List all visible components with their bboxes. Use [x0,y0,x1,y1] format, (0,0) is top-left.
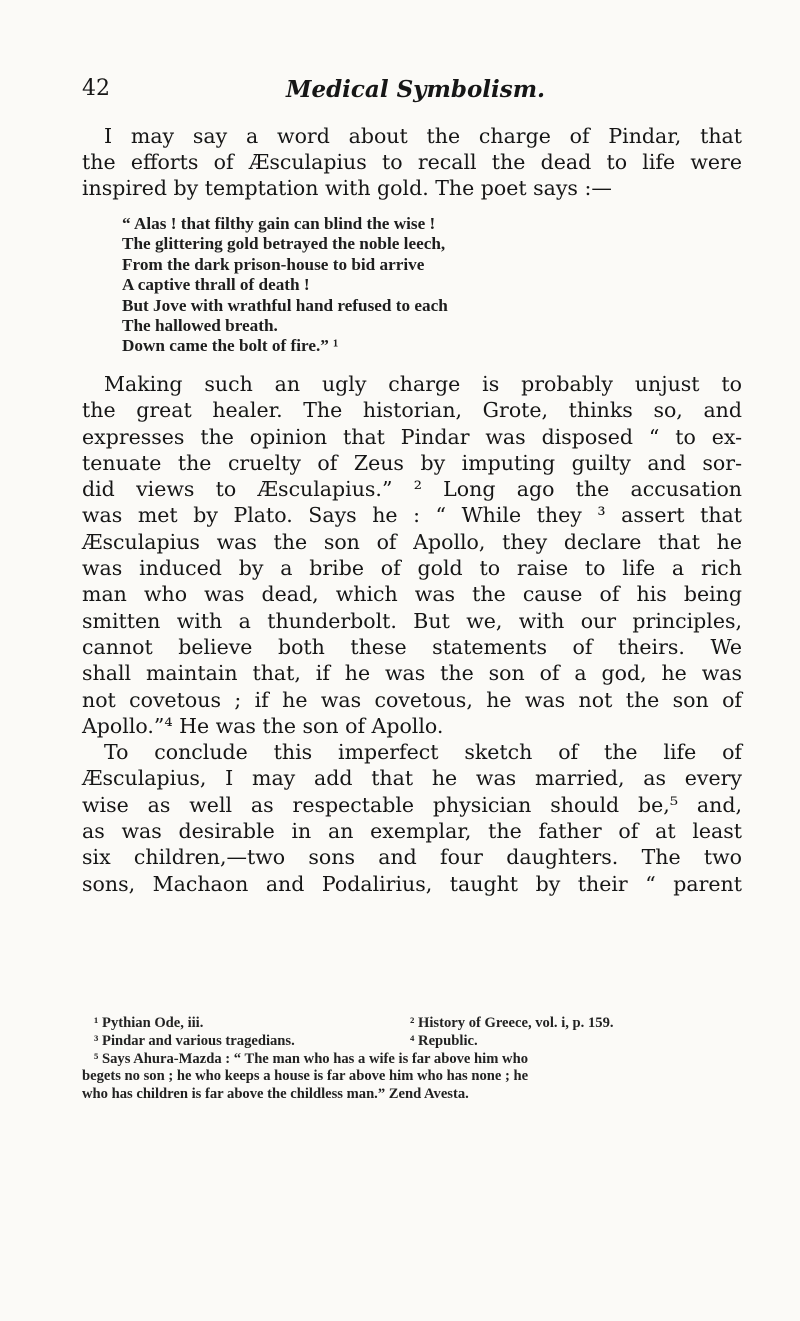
verse-line: But Jove with wrathful hand refused to each [122,295,448,315]
footnote-4: ⁴ Republic. [410,1032,478,1049]
text-line: man who was dead, which was the cause of his being [82,582,742,607]
text-line: the great healer. The historian, Grote, thinks so, and [82,398,742,423]
page-number: 42 [82,76,110,101]
verse-line: A captive thrall of death ! [122,275,310,295]
running-title: Medical Symbolism. [286,76,546,103]
text-line: Apollo.”⁴ He was the son of Apollo. [82,713,444,738]
text-line: I may say a word about the charge of Pindar, that [104,124,742,148]
text-line: inspired by temptation with gold. The poet says :— [82,176,612,201]
text-line: expresses the opinion that Pindar was disposed “ to ex- [82,424,742,449]
text-line: not covetous ; if he was covetous, he was not the son of [82,687,742,712]
footnote-row [82,1033,742,1051]
intro-paragraph [82,123,742,202]
footnote-1: ¹ Pythian Ode, iii. [94,1015,204,1031]
main-paragraphs [82,371,742,897]
footnote-row [82,1015,742,1033]
verse-line: “ Alas ! that filthy gain can blind the wise ! [122,214,436,233]
text-line: cannot believe both these statements of theirs. We [82,634,742,659]
footnote-5-line: who has children is far above the childless man.” Zend Avesta. [82,1086,469,1103]
text-line: Making such an ugly charge is probably unjust to [104,372,742,396]
text-line: shall maintain that, if he was the son of a god, he was [82,661,742,686]
text-line: wise as well as respectable physician should be,⁵ and, [82,792,742,817]
verse-line: From the dark prison-house to bid arrive [122,254,425,274]
text-line: as was desirable in an exemplar, the father of at least [82,819,742,844]
text-line: To conclude this imperfect sketch of the life of [104,740,742,765]
verse-line: The hallowed breath. [122,316,278,336]
text-line: the efforts of Æsculapius to recall the dead to life were [82,150,742,175]
verse-quotation [122,214,682,357]
text-line: six children,—two sons and four daughters. The two [82,845,742,870]
text-line: smitten with a thunderbolt. But we, with our principles, [82,608,742,633]
footnote-3: ³ Pindar and various tragedians. [94,1032,295,1049]
page-header [82,76,742,108]
footnote-5-line: ⁵ Says Ahura-Mazda : “ The man who has a wife is far above him who [94,1050,528,1067]
text-line: Æsculapius was the son of Apollo, they declare that he [82,529,742,554]
footnotes [82,1015,742,1104]
text-line: Æsculapius, I may add that he was married, as every [82,766,742,791]
verse-line: The glittering gold betrayed the noble leech, [122,234,446,254]
footnote-5-line: begets no son ; he who keeps a house is far above him who has none ; he [82,1068,529,1085]
text-line: was induced by a bribe of gold to raise to life a rich [82,556,742,581]
footnote-2: ² History of Greece, vol. i, p. 159. [410,1015,614,1031]
text-line: tenuate the cruelty of Zeus by imputing guilty and sor- [82,450,742,475]
text-line: was met by Plato. Says he : “ While they ³ assert that [82,503,742,528]
text-line: sons, Machaon and Podalirius, taught by their “ parent [82,871,742,896]
verse-line: Down came the bolt of fire.” ¹ [122,336,339,356]
text-line: did views to Æsculapius.” ² Long ago the accusation [82,477,742,502]
